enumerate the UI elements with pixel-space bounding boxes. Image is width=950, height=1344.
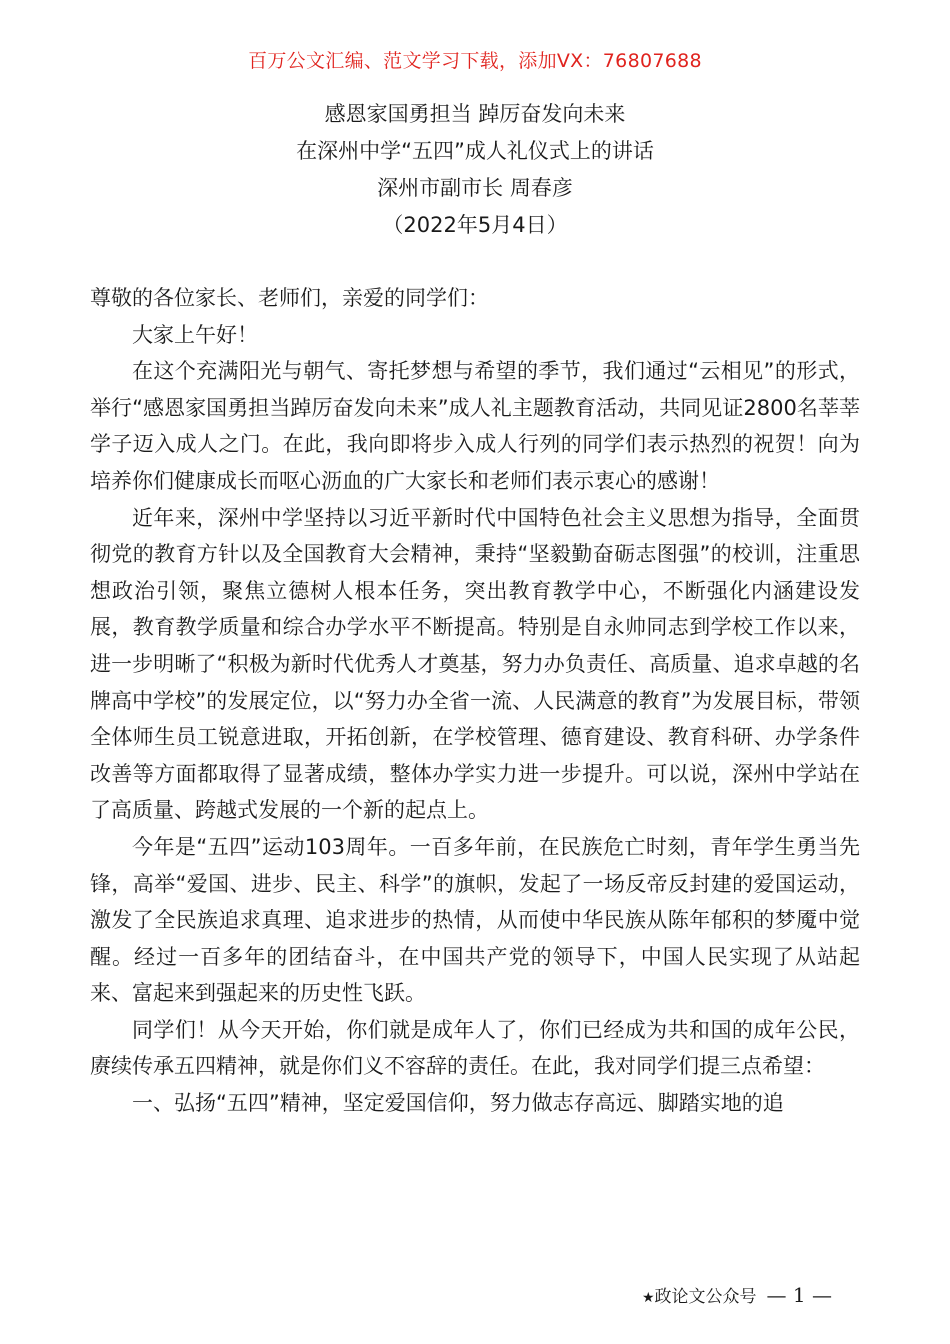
salutation: 尊敬的各位家长、老师们，亲爱的同学们： [90, 286, 489, 310]
paragraph-4: 同学们！从今天开始，你们就是成年人了，你们已经成为共和国的成年公民，赓续传承五四精神，就是你们义不容辞的责任。在此，我对同学们提三点希望： [90, 1017, 860, 1079]
paragraph-5: 一、弘扬“五四”精神，坚定爱国信仰，努力做志存高远、脚踏实地的追 [132, 1091, 784, 1116]
star-icon: ★ [641, 1290, 655, 1306]
paragraph-1: 在这个充满阳光与朝气、寄托梦想与希望的季节，我们通过“云相见”的形式，举行“感恩家国勇担当踔厉奋发向未来”成人礼主题教育活动，共同见证2800名莘莘学子迈入成人之门。在此，我向即将步入成人行列的同学们表示热烈的祝贺！向为培养你们健康成长而呕心沥血的广大家长和老师们表示衷心的感谢！ [90, 359, 860, 493]
page-number: — 1 — [766, 1283, 832, 1307]
paragraph-2: 近年来，深州中学坚持以习近平新时代中国特色社会主义思想为指导，全面贯彻党的教育方针以及全国教育大会精神，秉持“坚毅勤奋砺志图强”的校训，注重思想政治引领，聚焦立德树人根本任务，突出教育教学中心，不断强化内涵建设发展，教育教学质量和综合办学水平不断提高。特别是自永帅同志到学校工作以来，进一步明晰了“积极为新时代优秀人才奠基，努力办负责任、高质量、追求卓越的名牌高中学校”的发展定位，以“努力办全省一流、人民满意的教育”为发展目标，带领全体师生员工锐意进取，开拓创新，在学校管理、德育建设、教育科研、办学条件改善等方面都取得了显著成绩，整体办学实力进一步提升。可以说，深州中学站在了高质量、跨越式发展的一个新的起点上。 [90, 505, 860, 823]
paragraph-3: 今年是“五四”运动103周年。一百多年前，在民族危亡时刻，青年学生勇当先锋，高举“爱国、进步、民主、科学”的旗帜，发起了一场反帝反封建的爱国运动，激发了全民族追求真理、追求进步的热情，从而使中华民族从陈年郁积的梦魇中觉醒。经过一百多年的团结奋斗，在中国共产党的领导下，中国人民实现了从站起来、富起来到强起来的历史性飞跃。 [90, 834, 860, 1006]
download-banner: 百万公文汇编、范文学习下载，添加VX：76807688 [248, 50, 702, 72]
speaker-line: 深州市副市长 周春彦 [377, 176, 573, 200]
speech-subtitle: 在深州中学“五四”成人礼仪式上的讲话 [296, 139, 654, 163]
speech-date: （2022年5月4日） [382, 213, 568, 237]
page-footer [642, 1282, 832, 1307]
speech-title: 感恩家国勇担当 踔厉奋发向未来 [324, 102, 626, 126]
speech-body [90, 280, 860, 1122]
speech-header [0, 96, 950, 244]
footer-label: 政论文公众号 [654, 1287, 757, 1307]
greeting: 大家上午好！ [132, 322, 258, 347]
